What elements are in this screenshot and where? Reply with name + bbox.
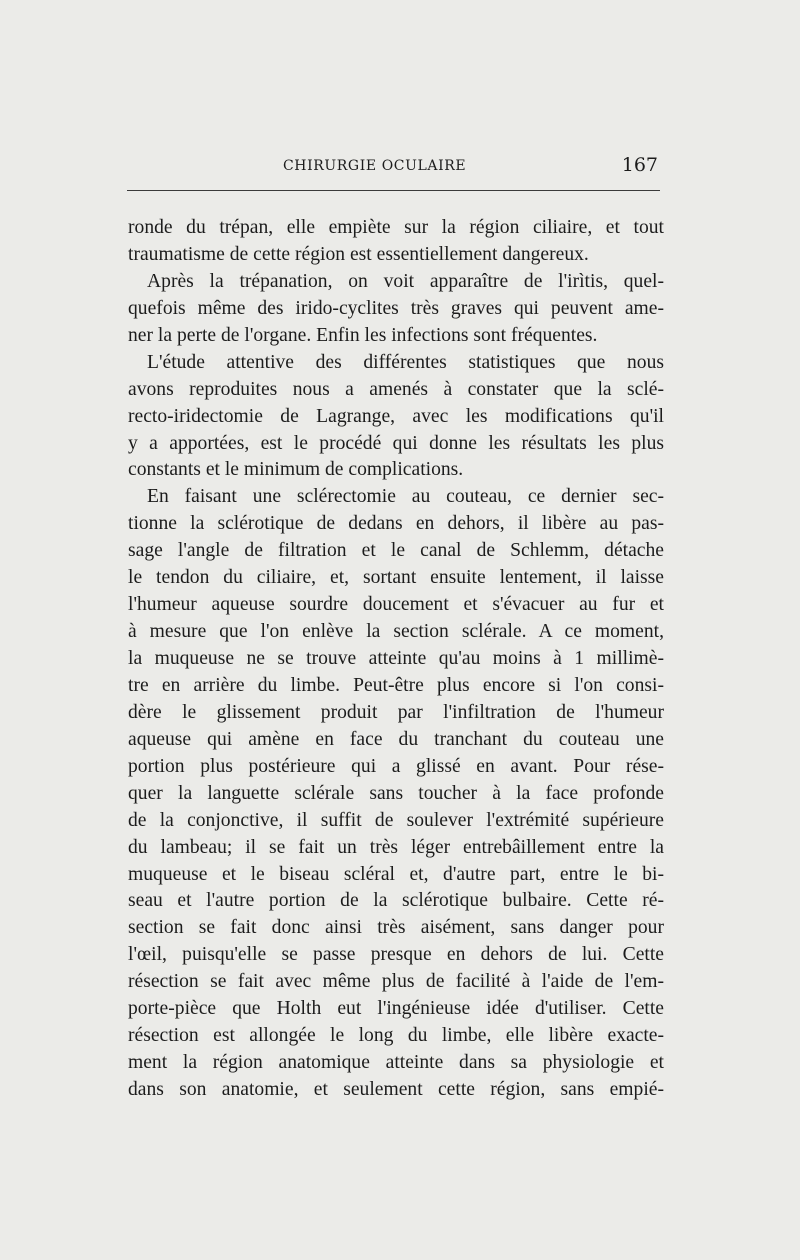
text-line: y a apportées, est le procédé qui donne les résultats les plus: [128, 432, 664, 454]
text-line: portion plus postérieure qui a glissé en avant. Pour rése-: [128, 755, 664, 777]
text-line: En faisant une sclérectomie au couteau, ce dernier sec-: [147, 486, 664, 508]
text-line: tionne la sclérotique de dedans en dehors, il libère au pas-: [128, 513, 664, 535]
text-line: ner la perte de l'organe. Enfin les infections sont fréquentes.: [128, 324, 598, 346]
text-line: seau et l'autre portion de la sclérotique bulbaire. Cette ré-: [128, 890, 664, 912]
text-line: résection est allongée le long du limbe, elle libère exacte-: [128, 1025, 664, 1047]
text-line: de la conjonctive, il suffit de soulever l'extrémité supérieure: [128, 809, 664, 831]
body-text: [128, 215, 664, 1104]
text-line: résection se fait avec même plus de facilité à l'aide de l'em-: [128, 971, 664, 993]
text-line: Après la trépanation, on voit apparaître de l'irìtis, quel-: [147, 270, 664, 292]
running-title: CHIRURGIE OCULAIRE: [283, 158, 467, 174]
page-header: [128, 152, 658, 182]
text-line: dans son anatomie, et seulement cette région, sans empié-: [128, 1079, 664, 1100]
text-line: recto-iridectomie de Lagrange, avec les modifications qu'il: [128, 405, 664, 427]
text-line: quer la languette sclérale sans toucher à la face profonde: [128, 782, 664, 804]
text-line: à mesure que l'on enlève la section sclérale. A ce moment,: [128, 621, 664, 643]
text-line: aqueuse qui amène en face du tranchant du couteau une: [128, 728, 664, 750]
text-line: section se fait donc ainsi très aisément, sans danger pour: [128, 917, 664, 939]
text-line: l'œil, puisqu'elle se passe presque en dehors de lui. Cette: [128, 944, 664, 966]
text-line: dère le glissement produit par l'infiltration de l'humeur: [128, 701, 664, 723]
text-line: traumatisme de cette région est essentiellement dangereux.: [128, 243, 589, 265]
text-line: avons reproduites nous a amenés à constater que la sclé-: [128, 378, 664, 400]
text-line: ronde du trépan, elle empiète sur la région ciliaire, et tout: [128, 217, 664, 238]
page-number: 167: [621, 154, 658, 176]
text-line: du lambeau; il se fait un très léger entrebâillement entre la: [128, 836, 664, 858]
text-line: le tendon du ciliaire, et, sortant ensuite lentement, il laisse: [128, 567, 664, 589]
text-line: quefois même des irido-cyclites très graves qui peuvent ame-: [128, 297, 664, 319]
text-line: porte-pièce que Holth eut l'ingénieuse idée d'utiliser. Cette: [128, 998, 664, 1020]
text-line: L'étude attentive des différentes statistiques que nous: [147, 351, 664, 373]
text-line: muqueuse et le biseau scléral et, d'autre part, entre le bi-: [128, 863, 664, 885]
header-rule: [127, 190, 660, 191]
text-line: la muqueuse ne se trouve atteinte qu'au moins à 1 millimè-: [128, 648, 664, 669]
text-line: constants et le minimum de complications.: [128, 459, 464, 481]
text-line: sage l'angle de filtration et le canal de Schlemm, détache: [128, 540, 664, 562]
text-line: ment la région anatomique atteinte dans sa physiologie et: [128, 1052, 664, 1074]
text-line: l'humeur aqueuse sourdre doucement et s'évacuer au fur et: [128, 594, 664, 616]
text-line: tre en arrière du limbe. Peut-être plus encore si l'on consi-: [128, 674, 664, 696]
